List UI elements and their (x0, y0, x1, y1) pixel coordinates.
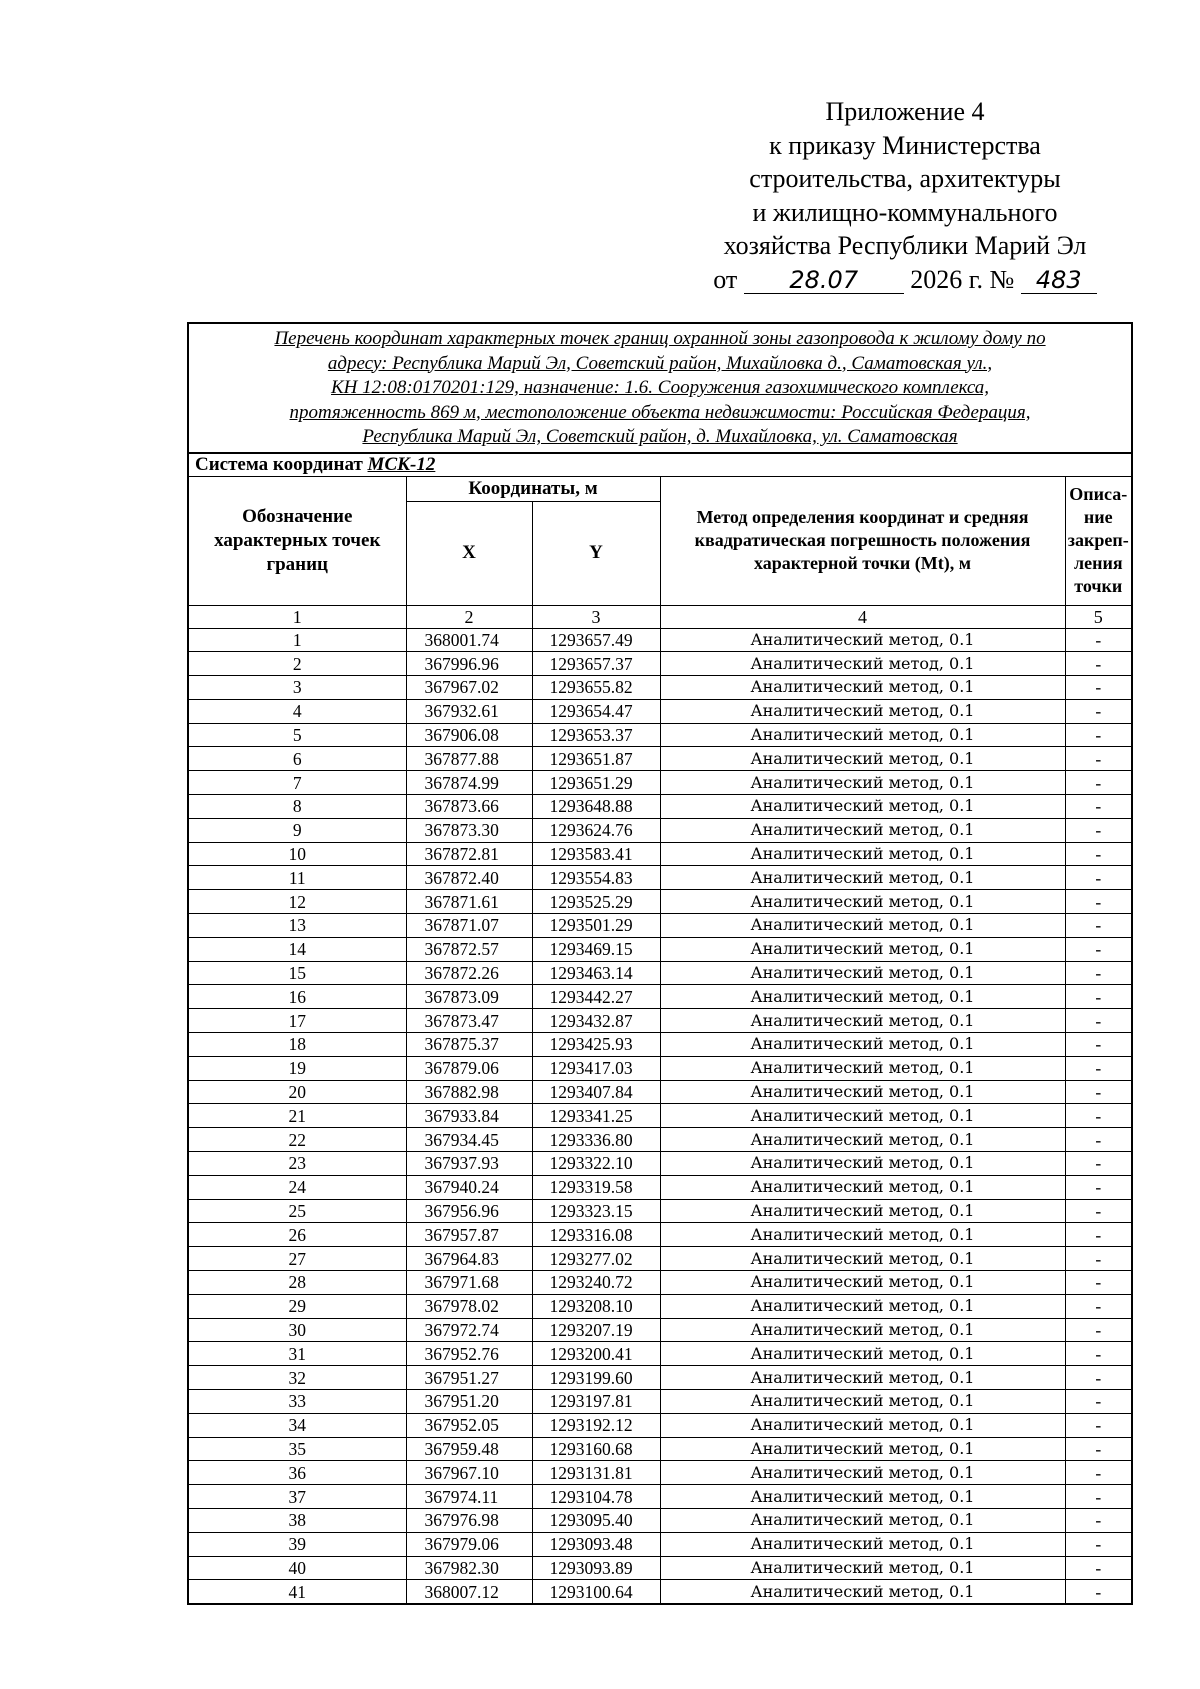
table-row (188, 1532, 1132, 1556)
table-row (188, 1056, 1132, 1080)
order-date-line (690, 263, 1120, 297)
x-coordinate: 367952.05 (406, 1413, 532, 1437)
fixing-description: - (1065, 1366, 1132, 1390)
y-coordinate: 1293657.37 (532, 652, 660, 676)
table-row (188, 1080, 1132, 1104)
fixing-description: - (1065, 1033, 1132, 1057)
y-coordinate: 1293240.72 (532, 1271, 660, 1295)
method-accuracy: Аналитический метод, 0.1 (660, 771, 1065, 795)
point-number: 1 (188, 628, 406, 652)
point-number: 29 (188, 1294, 406, 1318)
x-coordinate: 367956.96 (406, 1199, 532, 1223)
point-number: 21 (188, 1104, 406, 1128)
fixing-description: - (1065, 1485, 1132, 1509)
x-coordinate: 367873.47 (406, 1009, 532, 1033)
column-numbers-row (188, 605, 1132, 628)
x-coordinate: 367871.61 (406, 890, 532, 914)
y-coordinate: 1293442.27 (532, 985, 660, 1009)
table-title-row (188, 323, 1132, 453)
method-accuracy: Аналитический метод, 0.1 (660, 1508, 1065, 1532)
x-coordinate: 367872.40 (406, 866, 532, 890)
x-coordinate: 367879.06 (406, 1056, 532, 1080)
table-row (188, 1318, 1132, 1342)
fixing-description: - (1065, 699, 1132, 723)
y-coordinate: 1293323.15 (532, 1199, 660, 1223)
point-number: 36 (188, 1461, 406, 1485)
y-coordinate: 1293131.81 (532, 1461, 660, 1485)
table-row (188, 1033, 1132, 1057)
point-number: 3 (188, 676, 406, 700)
table-row (188, 628, 1132, 652)
appendix-line: Приложение 4 (825, 97, 985, 126)
appendix-line: к приказу Министерства (769, 130, 1041, 160)
point-number: 6 (188, 747, 406, 771)
method-accuracy: Аналитический метод, 0.1 (660, 961, 1065, 985)
point-number: 34 (188, 1413, 406, 1437)
fixing-description: - (1065, 1437, 1132, 1461)
year-text: 2026 г. № (910, 264, 1015, 294)
method-accuracy: Аналитический метод, 0.1 (660, 795, 1065, 819)
fixing-description: - (1065, 1247, 1132, 1271)
fixing-description: - (1065, 1461, 1132, 1485)
method-accuracy: Аналитический метод, 0.1 (660, 937, 1065, 961)
fixing-description: - (1065, 1556, 1132, 1580)
method-accuracy: Аналитический метод, 0.1 (660, 652, 1065, 676)
table-row (188, 1556, 1132, 1580)
method-accuracy: Аналитический метод, 0.1 (660, 842, 1065, 866)
point-number: 13 (188, 914, 406, 938)
y-coordinate: 1293648.88 (532, 795, 660, 819)
point-number: 28 (188, 1271, 406, 1295)
x-coordinate: 367873.30 (406, 818, 532, 842)
title-line: протяженность 869 м, местоположение объекта недвижимости: Российская Федерация, (289, 401, 1031, 423)
x-coordinate: 367957.87 (406, 1223, 532, 1247)
method-accuracy: Аналитический метод, 0.1 (660, 1033, 1065, 1057)
x-coordinate: 367967.10 (406, 1461, 532, 1485)
method-accuracy: Аналитический метод, 0.1 (660, 1152, 1065, 1176)
fixing-description: - (1065, 795, 1132, 819)
method-accuracy: Аналитический метод, 0.1 (660, 1080, 1065, 1104)
table-row (188, 914, 1132, 938)
point-number: 12 (188, 890, 406, 914)
method-accuracy: Аналитический метод, 0.1 (660, 1580, 1065, 1604)
method-accuracy: Аналитический метод, 0.1 (660, 1104, 1065, 1128)
method-accuracy: Аналитический метод, 0.1 (660, 1485, 1065, 1509)
column-number: 4 (660, 605, 1065, 628)
x-coordinate: 368007.12 (406, 1580, 532, 1604)
x-coordinate: 367976.98 (406, 1508, 532, 1532)
point-number: 17 (188, 1009, 406, 1033)
point-number: 18 (188, 1033, 406, 1057)
table-row (188, 961, 1132, 985)
method-accuracy: Аналитический метод, 0.1 (660, 1390, 1065, 1414)
table-row (188, 1104, 1132, 1128)
table-row (188, 1223, 1132, 1247)
method-accuracy: Аналитический метод, 0.1 (660, 699, 1065, 723)
fixing-description: - (1065, 842, 1132, 866)
y-coordinate: 1293651.87 (532, 747, 660, 771)
x-coordinate: 367937.93 (406, 1152, 532, 1176)
point-number: 25 (188, 1199, 406, 1223)
method-accuracy: Аналитический метод, 0.1 (660, 1175, 1065, 1199)
method-accuracy: Аналитический метод, 0.1 (660, 723, 1065, 747)
method-accuracy: Аналитический метод, 0.1 (660, 890, 1065, 914)
y-coordinate: 1293319.58 (532, 1175, 660, 1199)
point-number: 38 (188, 1508, 406, 1532)
fixing-description: - (1065, 1294, 1132, 1318)
y-coordinate: 1293657.49 (532, 628, 660, 652)
x-coordinate: 367959.48 (406, 1437, 532, 1461)
y-coordinate: 1293316.08 (532, 1223, 660, 1247)
table-row (188, 842, 1132, 866)
fixing-description: - (1065, 1390, 1132, 1414)
fixing-description: - (1065, 1223, 1132, 1247)
header-description: Описа-ние закреп-ления точки (1065, 476, 1132, 605)
point-number: 20 (188, 1080, 406, 1104)
fixing-description: - (1065, 1199, 1132, 1223)
y-coordinate: 1293100.64 (532, 1580, 660, 1604)
table-row (188, 1128, 1132, 1152)
fixing-description: - (1065, 1104, 1132, 1128)
y-coordinate: 1293583.41 (532, 842, 660, 866)
method-accuracy: Аналитический метод, 0.1 (660, 1556, 1065, 1580)
point-number: 5 (188, 723, 406, 747)
x-coordinate: 367871.07 (406, 914, 532, 938)
point-number: 4 (188, 699, 406, 723)
method-accuracy: Аналитический метод, 0.1 (660, 1056, 1065, 1080)
title-line: адресу: Республика Марий Эл, Советский район, Михайловка д., Саматовская ул., (327, 352, 993, 374)
fixing-description: - (1065, 1152, 1132, 1176)
method-accuracy: Аналитический метод, 0.1 (660, 1009, 1065, 1033)
y-coordinate: 1293425.93 (532, 1033, 660, 1057)
title-line: КН 12:08:0170201:129, назначение: 1.6. Сооружения газохимического комплекса, (331, 377, 990, 398)
table-row (188, 866, 1132, 890)
y-coordinate: 1293341.25 (532, 1104, 660, 1128)
y-coordinate: 1293651.29 (532, 771, 660, 795)
point-number: 27 (188, 1247, 406, 1271)
x-coordinate: 367971.68 (406, 1271, 532, 1295)
fixing-description: - (1065, 747, 1132, 771)
x-coordinate: 367978.02 (406, 1294, 532, 1318)
y-coordinate: 1293093.48 (532, 1532, 660, 1556)
table-row (188, 1009, 1132, 1033)
table-row (188, 747, 1132, 771)
x-coordinate: 367982.30 (406, 1556, 532, 1580)
y-coordinate: 1293095.40 (532, 1508, 660, 1532)
method-accuracy: Аналитический метод, 0.1 (660, 1318, 1065, 1342)
x-coordinate: 367933.84 (406, 1104, 532, 1128)
header-method: Метод определения координат и средняя квадратическая погрешность положения характерной точки (Mt), м (660, 476, 1065, 605)
column-number: 1 (188, 605, 406, 628)
y-coordinate: 1293104.78 (532, 1485, 660, 1509)
point-number: 7 (188, 771, 406, 795)
coordinate-system-row (188, 453, 1132, 477)
fixing-description: - (1065, 1271, 1132, 1295)
x-coordinate: 367875.37 (406, 1033, 532, 1057)
point-number: 14 (188, 937, 406, 961)
table-row (188, 676, 1132, 700)
point-number: 39 (188, 1532, 406, 1556)
fixing-description: - (1065, 723, 1132, 747)
table-row (188, 1342, 1132, 1366)
point-number: 19 (188, 1056, 406, 1080)
fixing-description: - (1065, 1056, 1132, 1080)
point-number: 11 (188, 866, 406, 890)
x-coordinate: 367877.88 (406, 747, 532, 771)
table-row (188, 1461, 1132, 1485)
appendix-line: строительства, архитектуры (749, 164, 1061, 193)
x-coordinate: 367934.45 (406, 1128, 532, 1152)
fixing-description: - (1065, 1175, 1132, 1199)
point-number: 2 (188, 652, 406, 676)
table-row (188, 1271, 1132, 1295)
fixing-description: - (1065, 1080, 1132, 1104)
y-coordinate: 1293199.60 (532, 1366, 660, 1390)
y-coordinate: 1293417.03 (532, 1056, 660, 1080)
method-accuracy: Аналитический метод, 0.1 (660, 747, 1065, 771)
method-accuracy: Аналитический метод, 0.1 (660, 1366, 1065, 1390)
y-coordinate: 1293653.37 (532, 723, 660, 747)
x-coordinate: 367873.09 (406, 985, 532, 1009)
table-row (188, 1247, 1132, 1271)
y-coordinate: 1293160.68 (532, 1437, 660, 1461)
point-number: 10 (188, 842, 406, 866)
fixing-description: - (1065, 1508, 1132, 1532)
y-coordinate: 1293208.10 (532, 1294, 660, 1318)
method-accuracy: Аналитический метод, 0.1 (660, 866, 1065, 890)
header-y: Y (532, 501, 660, 605)
y-coordinate: 1293525.29 (532, 890, 660, 914)
y-coordinate: 1293407.84 (532, 1080, 660, 1104)
header-row-1 (188, 476, 1132, 501)
fixing-description: - (1065, 1318, 1132, 1342)
table-row (188, 1580, 1132, 1604)
x-coordinate: 367872.81 (406, 842, 532, 866)
x-coordinate: 367951.27 (406, 1366, 532, 1390)
x-coordinate: 367872.26 (406, 961, 532, 985)
fixing-description: - (1065, 890, 1132, 914)
header-x: X (406, 501, 532, 605)
method-accuracy: Аналитический метод, 0.1 (660, 914, 1065, 938)
y-coordinate: 1293463.14 (532, 961, 660, 985)
point-number: 32 (188, 1366, 406, 1390)
method-accuracy: Аналитический метод, 0.1 (660, 676, 1065, 700)
y-coordinate: 1293277.02 (532, 1247, 660, 1271)
point-number: 31 (188, 1342, 406, 1366)
point-number: 22 (188, 1128, 406, 1152)
table-row (188, 937, 1132, 961)
x-coordinate: 367974.11 (406, 1485, 532, 1509)
point-number: 30 (188, 1318, 406, 1342)
table-row (188, 1508, 1132, 1532)
y-coordinate: 1293501.29 (532, 914, 660, 938)
x-coordinate: 367873.66 (406, 795, 532, 819)
table-row (188, 1294, 1132, 1318)
method-accuracy: Аналитический метод, 0.1 (660, 818, 1065, 842)
coordinate-system-label: Система координат (195, 453, 363, 475)
fixing-description: - (1065, 628, 1132, 652)
point-number: 35 (188, 1437, 406, 1461)
x-coordinate: 367996.96 (406, 652, 532, 676)
title-line: Республика Марий Эл, Советский район, д. Михайловка, ул. Саматовская (362, 426, 958, 447)
appendix-header (690, 95, 1120, 296)
handwritten-order-number: 483 (1021, 267, 1097, 294)
x-coordinate: 367940.24 (406, 1175, 532, 1199)
handwritten-date: 28.07 (744, 267, 904, 294)
x-coordinate: 367964.83 (406, 1247, 532, 1271)
x-coordinate: 367882.98 (406, 1080, 532, 1104)
table-row (188, 1152, 1132, 1176)
fixing-description: - (1065, 676, 1132, 700)
title-line: Перечень координат характерных точек границ охранной зоны газопровода к жилому дому по (274, 328, 1046, 349)
point-number: 37 (188, 1485, 406, 1509)
x-coordinate: 367872.57 (406, 937, 532, 961)
x-coordinate: 367967.02 (406, 676, 532, 700)
coordinate-system-value: МСК-12 (367, 453, 436, 475)
point-number: 9 (188, 818, 406, 842)
column-number: 3 (532, 605, 660, 628)
method-accuracy: Аналитический метод, 0.1 (660, 1223, 1065, 1247)
fixing-description: - (1065, 1580, 1132, 1604)
point-number: 33 (188, 1390, 406, 1414)
fixing-description: - (1065, 985, 1132, 1009)
table-row (188, 1390, 1132, 1414)
y-coordinate: 1293432.87 (532, 1009, 660, 1033)
method-accuracy: Аналитический метод, 0.1 (660, 1199, 1065, 1223)
x-coordinate: 368001.74 (406, 628, 532, 652)
method-accuracy: Аналитический метод, 0.1 (660, 1461, 1065, 1485)
y-coordinate: 1293554.83 (532, 866, 660, 890)
y-coordinate: 1293197.81 (532, 1390, 660, 1414)
method-accuracy: Аналитический метод, 0.1 (660, 1294, 1065, 1318)
fixing-description: - (1065, 818, 1132, 842)
point-number: 15 (188, 961, 406, 985)
point-number: 16 (188, 985, 406, 1009)
point-number: 8 (188, 795, 406, 819)
table-row (188, 890, 1132, 914)
y-coordinate: 1293093.89 (532, 1556, 660, 1580)
appendix-line: и жилищно-коммунального (752, 197, 1058, 227)
table-row (188, 818, 1132, 842)
fixing-description: - (1065, 961, 1132, 985)
fixing-description: - (1065, 1009, 1132, 1033)
y-coordinate: 1293624.76 (532, 818, 660, 842)
table-row (188, 1413, 1132, 1437)
coordinate-system (188, 453, 1132, 477)
method-accuracy: Аналитический метод, 0.1 (660, 985, 1065, 1009)
x-coordinate: 367952.76 (406, 1342, 532, 1366)
appendix-line: хозяйства Республики Марий Эл (723, 231, 1087, 260)
table-row (188, 795, 1132, 819)
column-number: 5 (1065, 605, 1132, 628)
y-coordinate: 1293336.80 (532, 1128, 660, 1152)
fixing-description: - (1065, 937, 1132, 961)
y-coordinate: 1293207.19 (532, 1318, 660, 1342)
table-row (188, 699, 1132, 723)
x-coordinate: 367932.61 (406, 699, 532, 723)
date-prefix: от (713, 264, 738, 294)
fixing-description: - (1065, 1342, 1132, 1366)
point-number: 41 (188, 1580, 406, 1604)
header-coordinates: Координаты, м (406, 476, 660, 501)
method-accuracy: Аналитический метод, 0.1 (660, 1437, 1065, 1461)
method-accuracy: Аналитический метод, 0.1 (660, 1271, 1065, 1295)
table-row (188, 771, 1132, 795)
y-coordinate: 1293655.82 (532, 676, 660, 700)
fixing-description: - (1065, 1128, 1132, 1152)
y-coordinate: 1293654.47 (532, 699, 660, 723)
point-number: 40 (188, 1556, 406, 1580)
point-number: 23 (188, 1152, 406, 1176)
method-accuracy: Аналитический метод, 0.1 (660, 1342, 1065, 1366)
column-number: 2 (406, 605, 532, 628)
method-accuracy: Аналитический метод, 0.1 (660, 1413, 1065, 1437)
fixing-description: - (1065, 914, 1132, 938)
fixing-description: - (1065, 1413, 1132, 1437)
x-coordinate: 367972.74 (406, 1318, 532, 1342)
x-coordinate: 367951.20 (406, 1390, 532, 1414)
fixing-description: - (1065, 1532, 1132, 1556)
point-number: 24 (188, 1175, 406, 1199)
method-accuracy: Аналитический метод, 0.1 (660, 1128, 1065, 1152)
table-title (188, 323, 1132, 453)
x-coordinate: 367874.99 (406, 771, 532, 795)
x-coordinate: 367906.08 (406, 723, 532, 747)
header-designation: Обозначение характерных точек границ (188, 476, 406, 605)
y-coordinate: 1293322.10 (532, 1152, 660, 1176)
method-accuracy: Аналитический метод, 0.1 (660, 1247, 1065, 1271)
table-row (188, 1175, 1132, 1199)
method-accuracy: Аналитический метод, 0.1 (660, 1532, 1065, 1556)
table-row (188, 1366, 1132, 1390)
table-row (188, 1437, 1132, 1461)
y-coordinate: 1293192.12 (532, 1413, 660, 1437)
table-row (188, 1485, 1132, 1509)
fixing-description: - (1065, 866, 1132, 890)
fixing-description: - (1065, 771, 1132, 795)
coordinates-table (187, 322, 1133, 1605)
y-coordinate: 1293469.15 (532, 937, 660, 961)
fixing-description: - (1065, 652, 1132, 676)
method-accuracy: Аналитический метод, 0.1 (660, 628, 1065, 652)
table-row (188, 985, 1132, 1009)
x-coordinate: 367979.06 (406, 1532, 532, 1556)
table-row (188, 1199, 1132, 1223)
table-row (188, 723, 1132, 747)
table-row (188, 652, 1132, 676)
point-number: 26 (188, 1223, 406, 1247)
y-coordinate: 1293200.41 (532, 1342, 660, 1366)
